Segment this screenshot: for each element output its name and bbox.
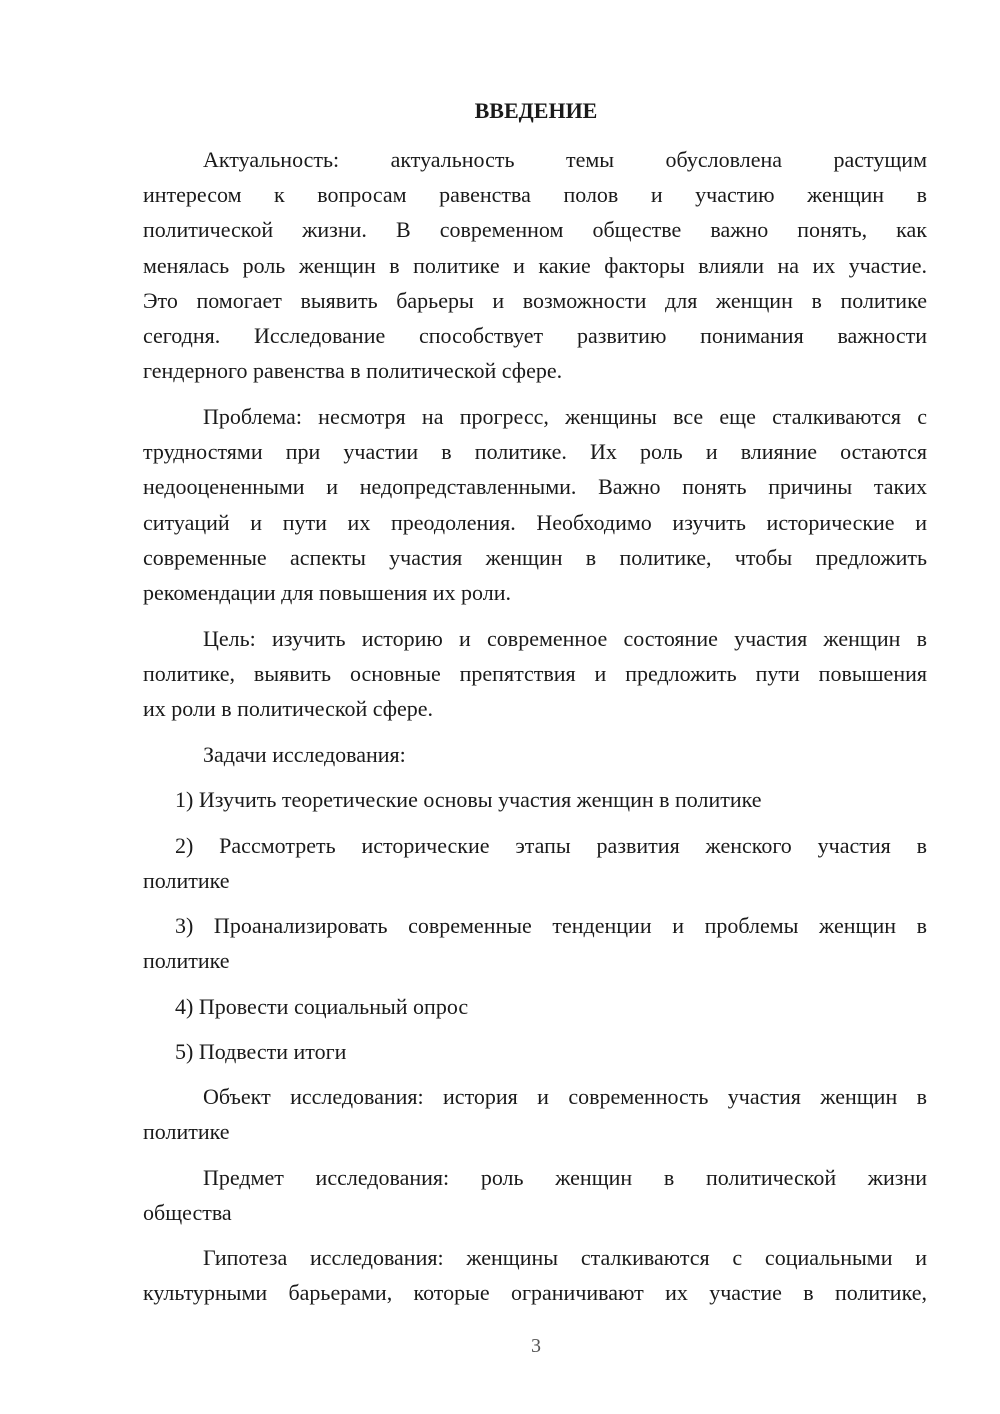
text-line: общества: [143, 1200, 232, 1225]
text-line: трудностями при участии в политике. Их роль и влияние остаются: [143, 439, 927, 464]
text-line: политике: [143, 868, 230, 893]
text-line: Задачи исследования:: [203, 742, 406, 767]
list-item: 2) Рассмотреть исторические этапы развития женского участия в: [175, 833, 927, 858]
text-line: политике, выявить основные препятствия и предложить пути повышения: [143, 661, 927, 686]
text-line: гендерного равенства в политической сфере.: [143, 358, 563, 383]
text-line: Предмет исследования: роль женщин в политической жизни: [203, 1165, 927, 1190]
text-line: Гипотеза исследования: женщины сталкиваются с социальными и: [203, 1245, 927, 1270]
page-number: 3: [531, 1335, 541, 1357]
text-line: современные аспекты участия женщин в политике, чтобы предложить: [143, 545, 927, 570]
text-line: Цель: изучить историю и современное состояние участия женщин в: [203, 626, 927, 651]
list-item: 3) Проанализировать современные тенденции и проблемы женщин в: [175, 913, 927, 938]
text-line: сегодня. Исследование способствует развитию понимания важности: [143, 323, 927, 348]
text-line: Объект исследования: история и современность участия женщин в: [203, 1084, 927, 1109]
text-line: Проблема: несмотря на прогресс, женщины все еще сталкиваются с: [203, 404, 927, 429]
text-line: культурными барьерами, которые ограничивают их участие в политике,: [143, 1280, 927, 1305]
text-line: политической жизни. В современном обществе важно понять, как: [143, 217, 927, 242]
text-line: Это помогает выявить барьеры и возможности для женщин в политике: [143, 288, 927, 313]
text-line: политике: [143, 1119, 230, 1144]
text-line: менялась роль женщин в политике и какие факторы влияли на их участие.: [143, 253, 927, 278]
text-line: недооцененными и недопредставленными. Важно понять причины таких: [143, 474, 927, 499]
list-item: 4) Провести социальный опрос: [175, 994, 469, 1019]
text-line: ситуаций и пути их преодоления. Необходимо изучить исторические и: [143, 510, 927, 535]
page-title: ВВЕДЕНИЕ: [474, 98, 598, 123]
text-line: их роли в политической сфере.: [143, 696, 434, 721]
list-item: 5) Подвести итоги: [175, 1039, 347, 1064]
text-line: политике: [143, 948, 230, 973]
text-line: рекомендации для повышения их роли.: [143, 580, 511, 605]
text-line: интересом к вопросам равенства полов и участию женщин в: [143, 182, 927, 207]
list-item: 1) Изучить теоретические основы участия женщин в политике: [175, 787, 762, 812]
text-line: Актуальность: актуальность темы обусловлена растущим: [203, 147, 927, 172]
